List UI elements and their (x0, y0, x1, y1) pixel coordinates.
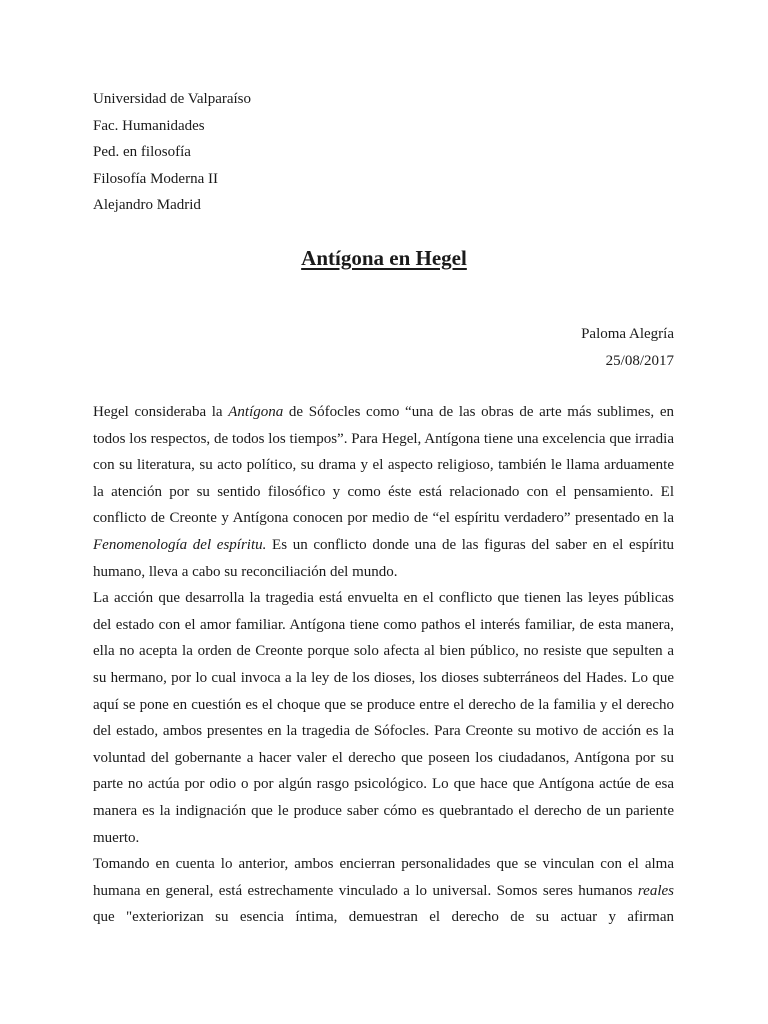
text-run: Hegel consideraba la (93, 404, 229, 420)
header-line-professor: Alejandro Madrid (93, 197, 201, 213)
paragraph (93, 851, 674, 931)
header-line-university: Universidad de Valparaíso (93, 91, 252, 107)
text-run: que "exteriorizan su esencia íntima, demuestran el derecho de su actuar y afirman (93, 909, 674, 926)
institution-header (93, 86, 251, 219)
italic-run: Fenomenología del espíritu. (93, 536, 267, 553)
header-line-course: Filosofía Moderna II (93, 170, 218, 187)
document-date: 25/08/2017 (605, 352, 674, 369)
text-run: Es un conflicto donde una de las figuras del saber en el espíritu humano, lleva a cabo su reconciliación del mundo. (93, 536, 674, 580)
body-text (93, 399, 674, 931)
document-title: Antígona en Hegel (301, 246, 467, 270)
text-run: Tomando en cuenta lo anterior, ambos encierran personalidades que se vinculan con el alma humana en general, está estrechamente vinculado a lo universal. Somos seres humanos (93, 856, 674, 899)
italic-run: Antígona (228, 404, 284, 420)
header-line-faculty: Fac. Humanidades (93, 117, 205, 134)
header-line-program: Ped. en filosofía (93, 144, 191, 160)
paragraph (93, 399, 674, 585)
italic-run: reales (637, 882, 674, 899)
byline (581, 321, 674, 374)
author-name: Paloma Alegría (581, 326, 674, 342)
paragraph (93, 585, 674, 851)
text-run: de Sófocles como “una de las obras de arte más sublimes, en todos los respectos, de todos los tiempos”. Para Hegel, Antígona tiene una excelencia que irradia con su literatura, su acto político, su drama y el aspecto religioso, también le llama arduamente la atención por su sentido filosófico y como éste está relacionado con el pensamiento. El conflicto de Creonte y Antígona conocen por medio de “el espíritu verdadero” presentado en la (93, 404, 674, 527)
text-run: La acción que desarrolla la tragedia está envuelta en el conflicto que tienen las leyes públicas del estado con el amor familiar. Antígona tiene como pathos el interés familiar, de esta manera, ella no acepta la orden de Creonte porque solo afecta al bien público, no resiste que sepulten a su hermano, por lo cual invoca a la ley de los dioses, los dioses subterráneos del Hades. Lo que aquí se pone en cuestión es el choque que se produce entre el derecho de la familia y el derecho del estado, ambos presentes en la tragedia de Sófocles. Para Creonte su motivo de acción es la voluntad del gobernante a hacer valer el derecho que poseen los ciudadanos, Antígona por su parte no actúa por odio o por algún rasgo psicológico. Lo que hace que Antígona actúe de esa manera es la indignación que le produce saber cómo es quebrantado el derecho de un pariente muerto. (93, 590, 674, 846)
